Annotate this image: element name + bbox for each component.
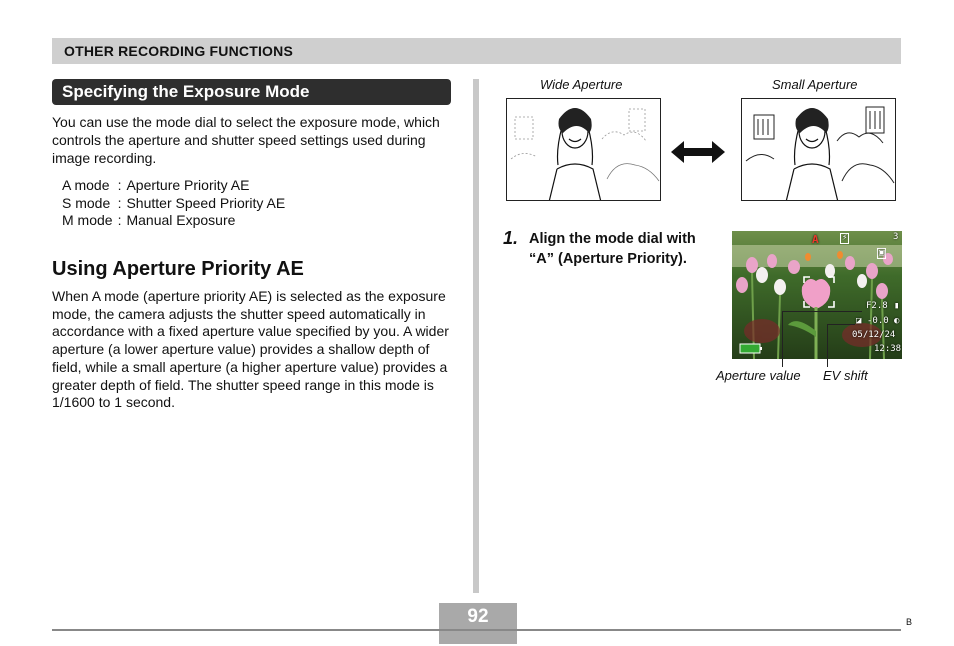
footer-mark: B: [906, 617, 913, 627]
metering-icon: ▣: [879, 248, 885, 258]
ev-shift-label: EV shift: [823, 368, 868, 383]
flash-icon: ⚡: [842, 233, 848, 243]
mode-name: A mode: [62, 177, 110, 193]
mode-name: M mode: [62, 212, 113, 228]
ev-callout-line: [827, 324, 855, 325]
mode-separator: :: [117, 194, 122, 211]
mode-description: Manual Exposure: [126, 212, 236, 228]
header-section-label: OTHER RECORDING FUNCTIONS: [64, 43, 293, 59]
mode-name: S mode: [62, 194, 111, 211]
lcd-mode-indicator: A: [812, 233, 819, 246]
step-instruction: Align the mode dial with “A” (Aperture Priority).: [529, 231, 696, 267]
camera-lcd-screen: [732, 231, 902, 359]
mode-row: [62, 177, 285, 195]
lcd-ev-shift: -0.0: [867, 316, 889, 326]
section-heading-exposure-mode: [52, 79, 451, 105]
small-aperture-illustration: [741, 98, 896, 201]
lcd-shot-count: 3: [893, 232, 899, 242]
section-heading-text: Specifying the Exposure Mode: [62, 82, 310, 101]
double-arrow-icon: [671, 140, 725, 164]
lcd-date: 05/12/24: [852, 330, 896, 340]
mode-row: [62, 195, 285, 213]
page-number: 92: [467, 606, 489, 627]
page-number-badge: [439, 603, 517, 629]
lcd-aperture-value: F2.8: [866, 301, 888, 311]
mode-description: Shutter Speed Priority AE: [126, 194, 286, 211]
header-bar: [52, 38, 901, 64]
aperture-priority-paragraph: When A mode (aperture priority AE) is selected as the exposure mode, the camera adjusts the shutter speed automatically in accordance with a fixed aperture value specified by you. A wider aperture (a lower aperture value) provides a shallow depth of field, while a small aperture (a higher aperture value) provides a greater depth of field. The shutter speed range in this mode is 1/1600 to 1 second.: [52, 288, 449, 411]
aperture-callout-line: [782, 311, 783, 367]
ev-icon: ◪: [856, 316, 862, 326]
mode-separator: :: [117, 177, 122, 193]
column-divider: [473, 79, 479, 593]
mode-row: [62, 212, 285, 230]
mode-description: Aperture Priority AE: [126, 177, 250, 193]
aperture-value-label: Aperture value: [716, 368, 801, 383]
intro-paragraph: You can use the mode dial to select the exposure mode, which controls the aperture and shutter speed settings used during image recording.: [52, 114, 440, 166]
wide-aperture-caption: Wide Aperture: [540, 77, 623, 92]
lcd-time: 12:38: [874, 344, 902, 354]
aperture-callout-line: [782, 311, 862, 312]
aperture-priority-heading: Using Aperture Priority AE: [52, 258, 304, 280]
battery-icon: ▮: [894, 301, 900, 311]
small-aperture-caption: Small Aperture: [772, 77, 858, 92]
page-number-tab: [439, 631, 517, 644]
mode-list: [62, 177, 285, 230]
ev-callout-line: [827, 324, 828, 367]
wide-aperture-illustration: [506, 98, 661, 201]
contrast-icon: ◐: [894, 316, 900, 326]
mode-separator: :: [117, 212, 122, 228]
step-number: 1.: [503, 228, 519, 248]
